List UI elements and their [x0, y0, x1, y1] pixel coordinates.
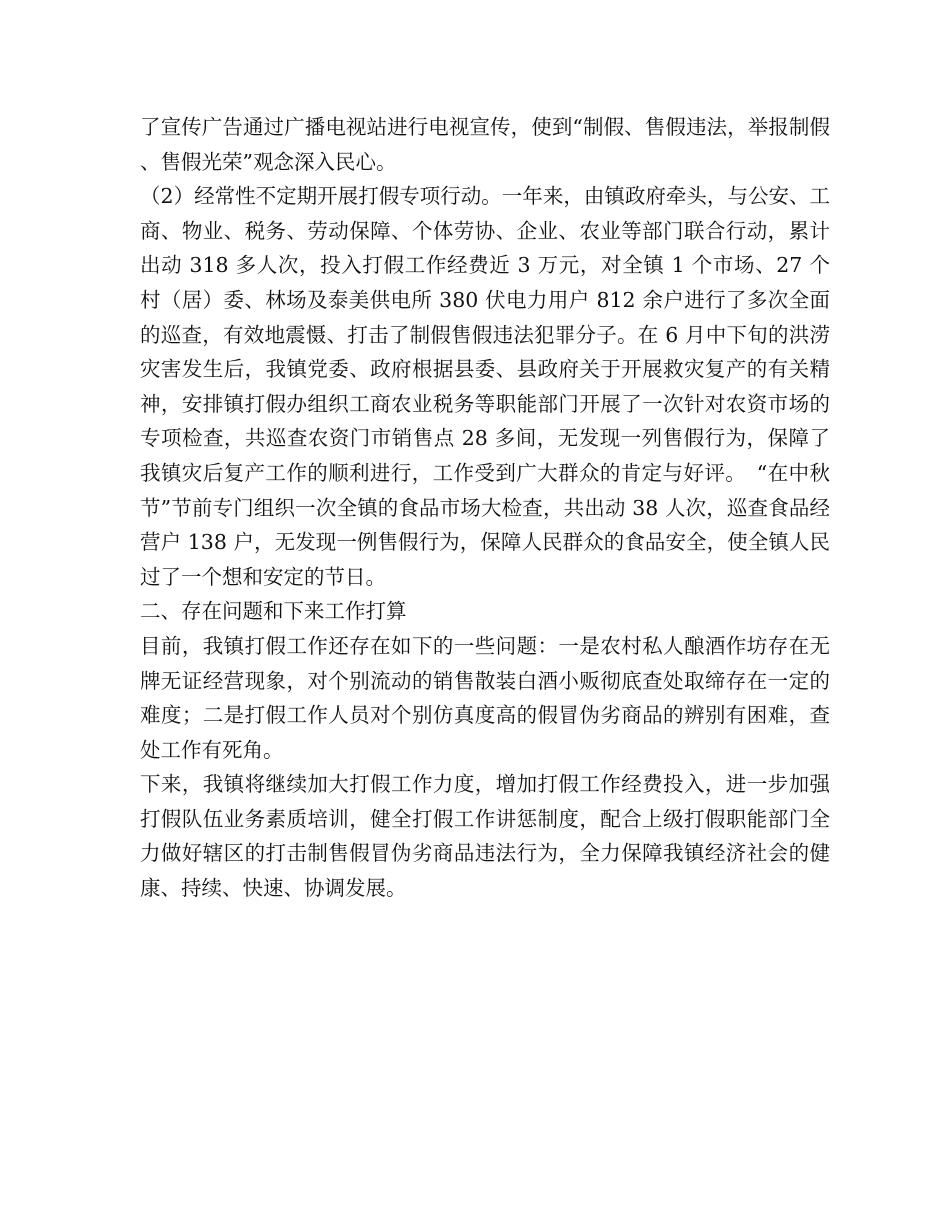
paragraph-current-problems: 目前，我镇打假工作还存在如下的一些问题：一是农村私人酿酒作坊存在无牌无证经营现象，对个别流动的销售散装白酒小贩彻底查处取缔存在一定的难度；二是打假工作人员对个别仿真度高的假冒伪劣商品的辨别有困难，查处工作有死角。	[140, 633, 830, 762]
paragraph-publicity-continuation: 了宣传广告通过广播电视站进行电视宣传，使到“制假、售假违法，举报制假、售假光荣”观念深入民心。	[140, 115, 830, 174]
section-heading-problems: 二、存在问题和下来工作打算	[140, 599, 407, 624]
paragraph-special-actions: （2）经常性不定期开展打假专项行动。一年来，由镇政府牵头，与公安、工商、物业、税务、劳动保障、个体劳协、企业、农业等部门联合行动，累计出动 318 多人次，投入打假工作经费近 3 万元，对全镇 1 个市场、27 个村（居）委、林场及泰美供电所 380 伏电力用户 812 余户进行了多次全面的巡查，有效地震慑、打击了制假售假违法犯罪分子。在 6 月中下旬的洪涝灾害发生后，我镇党委、政府根据县委、县政府关于开展救灾复产的有关精神，安排镇打假办组织工商农业税务等职能部门开展了一次针对农资市场的专项检查，共巡查农资门市销售点 28 多间，无发现一列售假行为，保障了我镇灾后复产工作的顺利进行，工作受到广大群众的肯定与好评。 “在中秋节”节前专门组织一次全镇的食品市场大检查，共出动 38 人次，巡查食品经营户 138 户，无发现一例售假行为，保障人民群众的食品安全，使全镇人民过了一个想和安定的节日。	[140, 184, 830, 589]
document-body	[140, 110, 830, 906]
paragraph-future-plans: 下来，我镇将继续加大打假工作力度，增加打假工作经费投入，进一步加强打假队伍业务素质培训，健全打假工作讲惩制度，配合上级打假职能部门全力做好辖区的打击制售假冒伪劣商品违法行为，全力保障我镇经济社会的健康、持续、快速、协调发展。	[140, 772, 830, 901]
